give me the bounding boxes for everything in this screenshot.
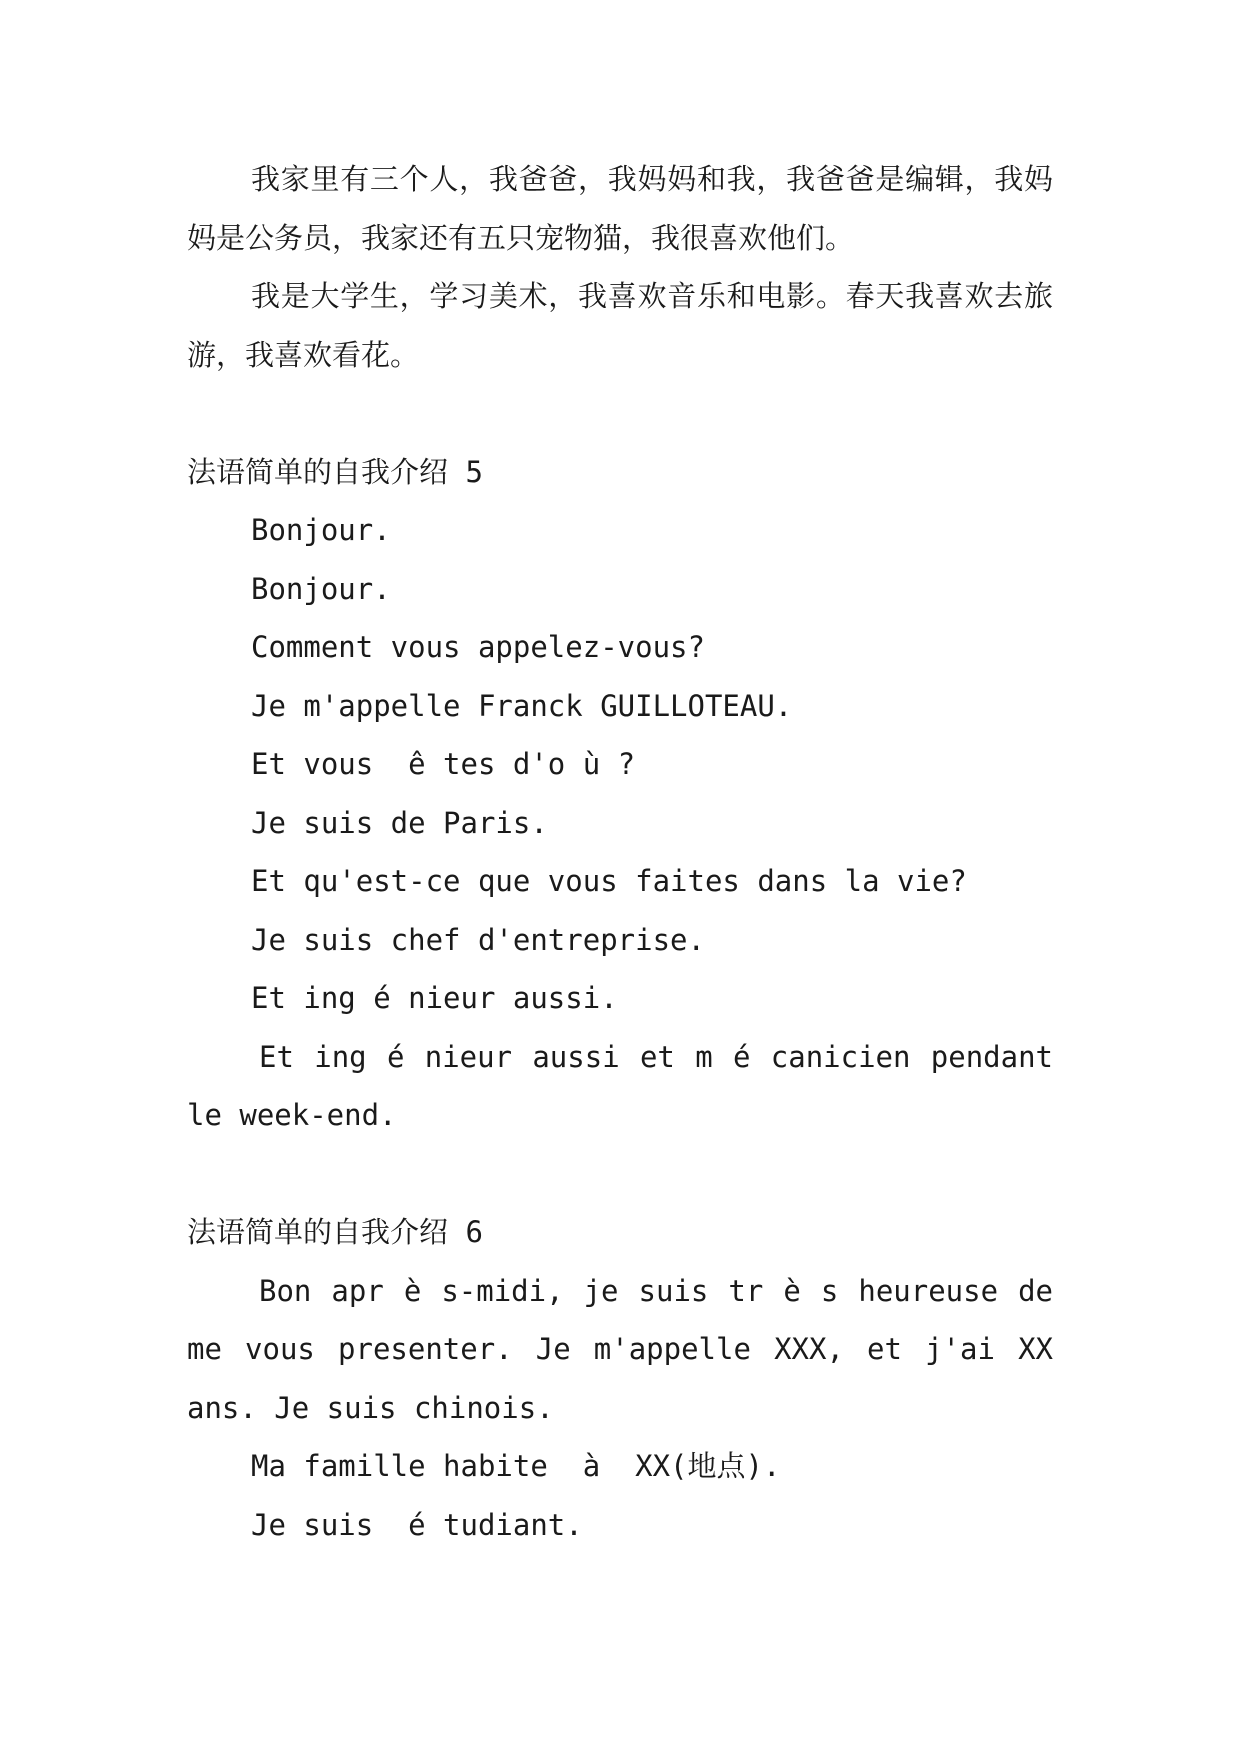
section-5-heading: 法语简单的自我介绍 5 bbox=[187, 454, 483, 489]
section-6-heading: 法语简单的自我介绍 6 bbox=[187, 1215, 483, 1249]
dialogue-line: Je suis chef d'entreprise. bbox=[251, 922, 705, 957]
dialogue-line: Je m'appelle Franck GUILLOTEAU. bbox=[251, 688, 793, 723]
paragraph-hobbies: 我是大学生，学习美术，我喜欢音乐和电影。春天我喜欢去旅游，我喜欢看花。 bbox=[187, 279, 1053, 372]
dialogue-closing-paragraph: Et ing é nieur aussi et m é canicien pendant le week-end. bbox=[187, 1039, 1053, 1132]
dialogue-line: Et vous ê tes d'o ù ? bbox=[251, 747, 636, 781]
dialogue-line: Et qu'est-ce que vous faites dans la vie? bbox=[251, 864, 967, 898]
introduction-paragraph: Bon apr è s-midi, je suis tr è s heureuse de me vous presenter. Je m'appelle XXX, et j'ai XX ans. Je suis chinois. bbox=[187, 1273, 1053, 1425]
paragraph-family: 我家里有三个人，我爸爸，我妈妈和我，我爸爸是编辑，我妈妈是公务员，我家还有五只宠物猫，我很喜欢他们。 bbox=[187, 162, 1053, 255]
statement-line: Ma famille habite à XX(地点). bbox=[251, 1449, 781, 1483]
dialogue-line: Et ing é nieur aussi. bbox=[251, 981, 618, 1015]
section-spacer bbox=[187, 384, 1053, 443]
dialogue-line: Comment vous appelez-vous? bbox=[251, 630, 705, 664]
dialogue-line: Bonjour. bbox=[251, 513, 391, 547]
statement-line: Je suis é tudiant. bbox=[251, 1507, 583, 1542]
dialogue-line: Je suis de Paris. bbox=[251, 805, 548, 840]
dialogue-line: Bonjour. bbox=[251, 571, 391, 606]
section-spacer bbox=[187, 1145, 1053, 1204]
document-page bbox=[187, 150, 1053, 1710]
